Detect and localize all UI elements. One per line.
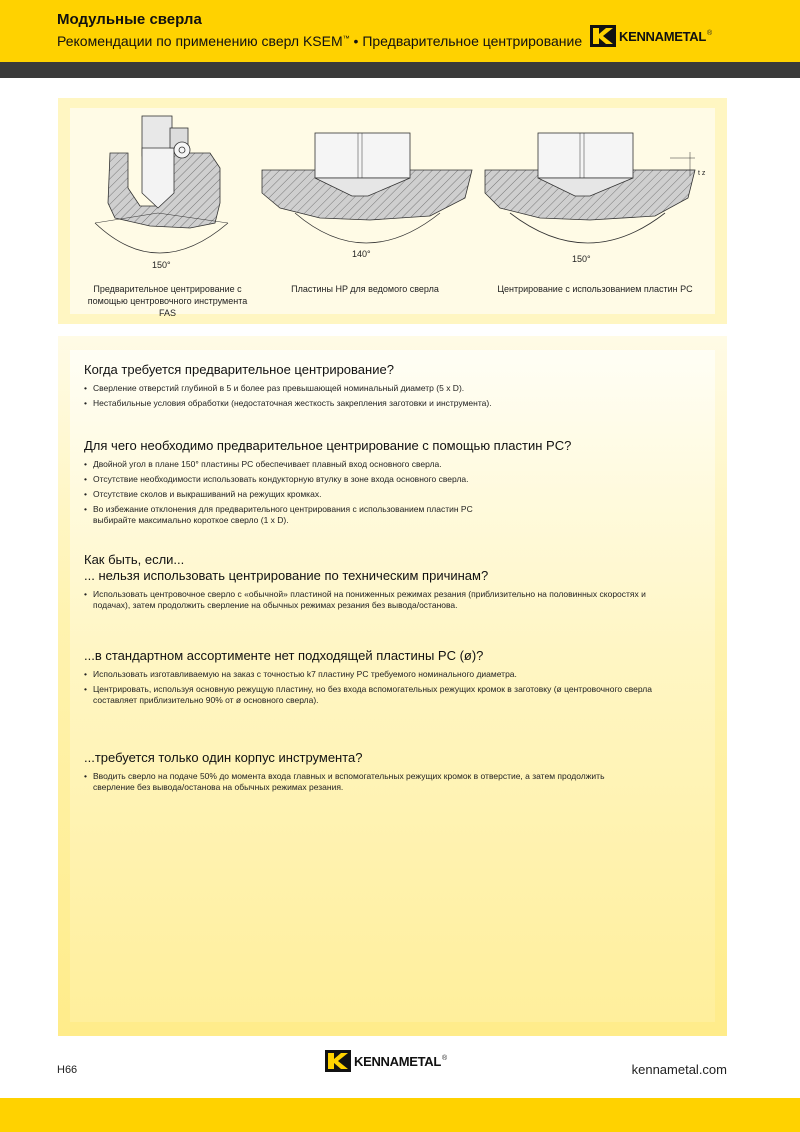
figure-hp-inserts [262,133,472,243]
figure-3-caption: Центрирование с использованием пластин PC [497,284,693,294]
list-item: • Центрировать, используя основную режущую пластину, но без входа вспомогательных режущих кромок в заготовку (ø центровочного сверла составляет приблизительно 90% от ø основного сверла). [84,684,684,706]
figure-1-angle: 150° [152,260,171,270]
registered-mark: ® [707,29,713,37]
bullet-list [84,771,704,793]
trademark-mark: ™ [342,35,350,43]
section-one-body [84,750,704,797]
subtitle-rest: • Предварительное центрирование [349,33,583,49]
list-item: • Сверление отверстий глубиной в 5 и более раз превышающей номинальный диаметр (5 x D). [84,383,704,394]
section-why [84,438,704,530]
figure-panel [58,98,727,324]
page-header [0,0,800,62]
subtitle-main: Рекомендации по применению сверл KSEM [57,33,343,49]
kennametal-logo-header [590,25,712,47]
figure-fas-centering [95,116,228,253]
kennametal-k-icon [590,25,616,47]
bullet-list [84,383,704,409]
content-panel [58,336,727,1036]
list-item: • Отсутствие сколов и выкрашиваний на режущих кромках. [84,489,704,500]
section-no-insert [84,648,704,710]
bullet-list [84,459,704,526]
figure-1-caption: Предварительное центрирование с помощью центровочного инструмента FAS [87,284,248,318]
content-inner [70,350,715,1022]
list-item: • Нестабильные условия обработки (недостаточная жесткость закрепления заготовки и инструмента). [84,398,704,409]
list-item: • Вводить сверло на подаче 50% до момента входа главных и вспомогательных режущих кромок в отверстие, а затем продолжить сверление без вывода/останова на обычных режимах резания. [84,771,614,793]
figure-3-angle: 150° [572,254,591,264]
list-item: • Отсутствие необходимости использовать кондукторную втулку в зоне входа основного сверла. [84,474,704,485]
page-number: H66 [57,1064,78,1076]
heading-line-1: Как быть, если... [84,552,185,567]
page-title: Модульные сверла [57,11,202,28]
figure-3-dim: t z [698,170,706,177]
brand-name: KENNAMETAL [354,1053,442,1069]
footer-bar [0,1098,800,1132]
section-heading: Для чего необходимо предварительное центрирование с помощью пластин PC? [84,438,572,453]
figure-pc-inserts [485,133,695,243]
figure-2-caption: Пластины HP для ведомого сверла [291,284,439,294]
kennametal-k-icon [325,1050,351,1072]
section-heading: Когда требуется предварительное центрирование? [84,362,394,377]
section-heading: ...требуется только один корпус инструмента? [84,750,363,765]
page-subtitle [57,33,582,49]
section-what-if [84,552,704,615]
brand-name: KENNAMETAL [619,28,707,44]
section-heading: ...в стандартном ассортименте нет подходящей пластины PC (ø)? [84,648,484,663]
bullet-list [84,669,704,706]
kennametal-logo-footer [325,1050,447,1072]
list-item: • Использовать изготавливаемую на заказ с точностью k7 пластину PC требуемого номинального диаметра. [84,669,704,680]
header-stripe [0,62,800,78]
list-item: • Во избежание отклонения для предварительного центрирования с использованием пластин PC выбирайте максимально короткое сверло (1 x D). [84,504,494,526]
website-link[interactable]: kennametal.com [631,1062,727,1077]
figure-inner [70,108,715,318]
heading-line-2: ... нельзя использовать центрирование по техническим причинам? [84,568,489,583]
bullet-list [84,589,704,611]
figure-2-angle: 140° [352,249,371,259]
registered-mark: ® [442,1054,448,1062]
section-heading [84,552,704,584]
list-item: • Использовать центровочное сверло с «обычной» пластиной на пониженных режимах резания (приблизительно на половинных скоростях и подачах), затем продолжить сверление на обычных режимах резания без вывода/останова. [84,589,654,611]
section-when [84,362,704,413]
list-item: • Двойной угол в плане 150° пластины PC обеспечивает плавный вход основного сверла. [84,459,704,470]
